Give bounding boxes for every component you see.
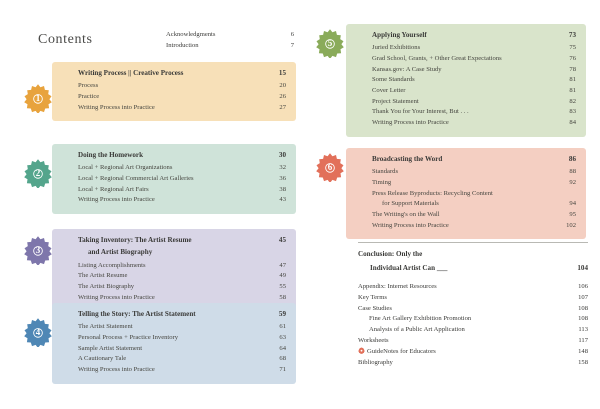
chapter-number: 6: [327, 162, 333, 172]
toc-entry: [78, 365, 286, 376]
chapter-number: 1: [35, 93, 41, 103]
page-title: Contents: [38, 32, 93, 47]
backmatter-label-wrap: [358, 347, 444, 359]
backmatter-row: [358, 293, 588, 304]
toc-entry-label: Sample Artist Statement: [78, 344, 143, 352]
toc-entry: [78, 322, 286, 333]
toc-entry-label: The Writing's on the Wall: [372, 211, 440, 219]
toc-entry-page: 92: [569, 179, 576, 187]
toc-entry-label: Timing: [372, 179, 392, 187]
toc-entry-label: Writing Process into Practice: [78, 196, 155, 204]
toc-entry: [78, 271, 286, 282]
toc-entry-page: 47: [279, 261, 286, 269]
chapter-title-row-2: [78, 248, 286, 257]
toc-entry-page: 84: [569, 119, 576, 127]
toc-entry-label: The Artist Statement: [78, 323, 133, 331]
toc-entry: [372, 86, 576, 97]
backmatter-page: 148: [578, 347, 588, 355]
toc-entry: [78, 282, 286, 293]
toc-entry-label: Writing Process into Practice: [78, 366, 155, 374]
toc-entry-page: 26: [279, 93, 286, 101]
chapter-title: Telling the Story: The Artist Statement: [78, 310, 196, 318]
chapter-block-2: [52, 144, 296, 214]
chapter-block-1: [52, 62, 296, 121]
backmatter-page: 107: [578, 293, 588, 301]
front-matter-page: 7: [290, 41, 294, 49]
toc-entry-label: Practice: [78, 93, 100, 101]
conclusion-title-row-2: [358, 264, 588, 274]
left-column: [14, 10, 296, 402]
toc-entry: [372, 210, 576, 221]
chapter-title-line2: and Artist Biography: [88, 248, 153, 257]
toc-entry: [78, 261, 286, 272]
toc-entry: [372, 54, 576, 65]
toc-entry: [78, 344, 286, 355]
toc-entry: [78, 81, 286, 92]
chapter-badge-3: [23, 235, 53, 265]
toc-entry: [78, 103, 286, 114]
toc-entry-page: 27: [279, 103, 286, 111]
chapter-title-row: [78, 236, 286, 245]
chapter-badge-2: [23, 158, 53, 188]
chapter-number: 5: [327, 38, 333, 48]
chapter-title: Doing the Homework: [78, 151, 144, 159]
chapter-block-5: [346, 24, 586, 137]
backmatter-row: [358, 314, 588, 325]
toc-entry: [372, 107, 576, 118]
toc-entry: [78, 163, 286, 174]
backmatter-page: 158: [578, 359, 588, 367]
toc-entry: [372, 65, 576, 76]
toc-entry-page: 102: [566, 221, 576, 229]
toc-entry: [372, 97, 576, 108]
chapter-block-6: [346, 148, 586, 239]
toc-entry-page: 43: [279, 196, 286, 204]
toc-entry-page: 81: [569, 87, 576, 95]
chapter-title: Applying Yourself: [372, 31, 427, 39]
toc-entry-label: Local + Regional Art Fairs: [78, 185, 149, 193]
front-matter-list: [166, 30, 294, 52]
toc-entry: [372, 118, 576, 129]
toc-entry: [78, 354, 286, 365]
chapter-title: Broadcasting the Word: [372, 155, 443, 163]
toc-entry-label: The Artist Biography: [78, 283, 135, 291]
toc-entry-page: 71: [279, 366, 286, 374]
toc-entry-page: 49: [279, 272, 286, 280]
toc-entry-label: Project Statement: [372, 97, 419, 105]
backmatter-page: 113: [578, 326, 588, 334]
toc-entry-label: Standards: [372, 168, 399, 176]
toc-entry-page: 61: [279, 323, 286, 331]
chapter-title: Taking Inventory: The Artist Resume: [78, 236, 192, 244]
toc-entry: [78, 195, 286, 206]
chapter-title-row: [78, 151, 286, 160]
toc-entry-label: Local + Regional Art Organizations: [78, 164, 173, 172]
backmatter-row-guidenotes: [358, 347, 588, 359]
chapter-page: 30: [278, 151, 286, 159]
toc-entry: [372, 199, 576, 210]
backmatter-label: Bibliography: [358, 359, 393, 367]
toc-entry-label: A Cautionary Tale: [78, 355, 127, 363]
toc-entry-label: Personal Process + Practice Inventory: [78, 334, 179, 342]
chapter-badge-4: [23, 317, 53, 347]
front-matter-page: 6: [290, 31, 294, 38]
toc-entry-label: The Artist Resume: [78, 272, 128, 280]
toc-entry-label: Kansas.gov: A Case Study: [372, 65, 442, 73]
toc-entry-page: 76: [569, 55, 576, 63]
toc-entry-page: 32: [279, 164, 286, 172]
toc-entry-page: 55: [279, 283, 286, 291]
toc-entry-page: 94: [569, 200, 576, 208]
toc-entry: [372, 178, 576, 189]
backmatter-section: [358, 242, 588, 369]
toc-entry-page: 82: [569, 97, 576, 105]
right-column: [306, 10, 590, 402]
chapter-number: 2: [35, 168, 41, 178]
toc-entry-page: 58: [279, 293, 286, 301]
chapter-badge-6: [315, 152, 345, 182]
toc-entry: [78, 333, 286, 344]
backmatter-row: [358, 325, 588, 336]
chapter-page: 15: [278, 69, 286, 77]
chapter-badge-1: [23, 83, 53, 113]
toc-entry: [372, 189, 576, 200]
toc-entry-label: Local + Regional Commercial Art Galleries: [78, 175, 194, 183]
backmatter-row: [358, 336, 588, 347]
gear-icon: [358, 347, 365, 359]
toc-entry-label: Writing Process into Practice: [78, 293, 155, 301]
conclusion-title-line2: Individual Artist Can ___: [370, 263, 448, 272]
chapter-badge-5: [315, 28, 345, 58]
front-matter-row: [166, 41, 294, 52]
backmatter-label: Appendix: Internet Resources: [358, 283, 437, 291]
toc-entry-page: 81: [569, 76, 576, 84]
chapter-title-row: [78, 69, 286, 78]
backmatter-label: Analysis of a Public Art Application: [369, 326, 465, 334]
chapter-title-row: [78, 310, 286, 319]
conclusion-title-line1: Conclusion: Only the: [358, 250, 423, 258]
toc-entry-label: Grad School, Grants, + Other Great Expectations: [372, 55, 502, 63]
toc-entry-label: Writing Process into Practice: [372, 119, 449, 127]
toc-entry-label: Thank You for Your Interest, But . . .: [372, 108, 469, 116]
chapter-page: 45: [278, 236, 286, 244]
backmatter-row: [358, 282, 588, 293]
chapter-block-3: [52, 229, 296, 311]
toc-entry: [372, 43, 576, 54]
backmatter-page: 108: [578, 304, 588, 312]
toc-entry: [78, 174, 286, 185]
backmatter-page: 106: [578, 283, 588, 291]
backmatter-label: GuideNotes for Educators: [367, 347, 436, 355]
backmatter-label: Fine Art Gallery Exhibition Promotion: [369, 315, 472, 323]
backmatter-row: [358, 304, 588, 315]
chapter-title: Writing Process || Creative Process: [78, 69, 184, 77]
toc-entry-page: 68: [279, 355, 286, 363]
toc-entry-page: 75: [569, 44, 576, 52]
conclusion-page: 104: [577, 263, 588, 272]
chapter-page: 73: [568, 31, 576, 39]
toc-entry: [372, 75, 576, 86]
chapter-block-4: [52, 303, 296, 384]
toc-entry: [78, 293, 286, 304]
toc-entry-label: Listing Accomplishments: [78, 261, 146, 269]
toc-entry-page: 38: [279, 185, 286, 193]
backmatter-page: 108: [578, 315, 588, 323]
toc-entry-label: Cover Letter: [372, 87, 406, 95]
backmatter-label: Key Terms: [358, 293, 387, 301]
toc-entry: [372, 221, 576, 232]
backmatter-row: [358, 358, 588, 369]
toc-entry: [78, 185, 286, 196]
front-matter-label: Introduction: [166, 41, 199, 49]
toc-entry-page: 78: [569, 65, 576, 73]
toc-entry-page: 83: [569, 108, 576, 116]
chapter-title-row: [372, 155, 576, 164]
chapter-page: 86: [568, 155, 576, 163]
front-matter-row: [166, 30, 294, 41]
toc-entry-label: for Support Materials: [382, 200, 439, 208]
chapter-number: 3: [35, 245, 41, 255]
chapter-page: 59: [278, 310, 286, 318]
conclusion-title-row: [358, 250, 588, 260]
chapter-number: 4: [35, 327, 41, 337]
front-matter-label: Acknowledgments: [166, 31, 216, 38]
toc-entry: [372, 167, 576, 178]
chapter-title-row: [372, 31, 576, 40]
toc-entry-label: Juried Exhibitions: [372, 44, 421, 52]
toc-entry-label: Some Standards: [372, 76, 415, 84]
backmatter-label: Case Studies: [358, 304, 392, 312]
backmatter-page: 117: [578, 336, 588, 344]
toc-entry-label: Process: [78, 82, 99, 90]
toc-entry-page: 63: [279, 334, 286, 342]
toc-entry-label: Writing Process into Practice: [372, 221, 449, 229]
toc-entry: [78, 92, 286, 103]
toc-entry-label: Press Release Byproducts: Recycling Content: [372, 189, 493, 197]
toc-entry-page: 20: [279, 82, 286, 90]
toc-entry-page: 64: [279, 344, 286, 352]
toc-entry-page: 36: [279, 175, 286, 183]
toc-entry-page: 95: [569, 211, 576, 219]
toc-entry-label: Writing Process into Practice: [78, 103, 155, 111]
backmatter-label: Worksheets: [358, 336, 389, 344]
toc-entry-page: 88: [569, 168, 576, 176]
